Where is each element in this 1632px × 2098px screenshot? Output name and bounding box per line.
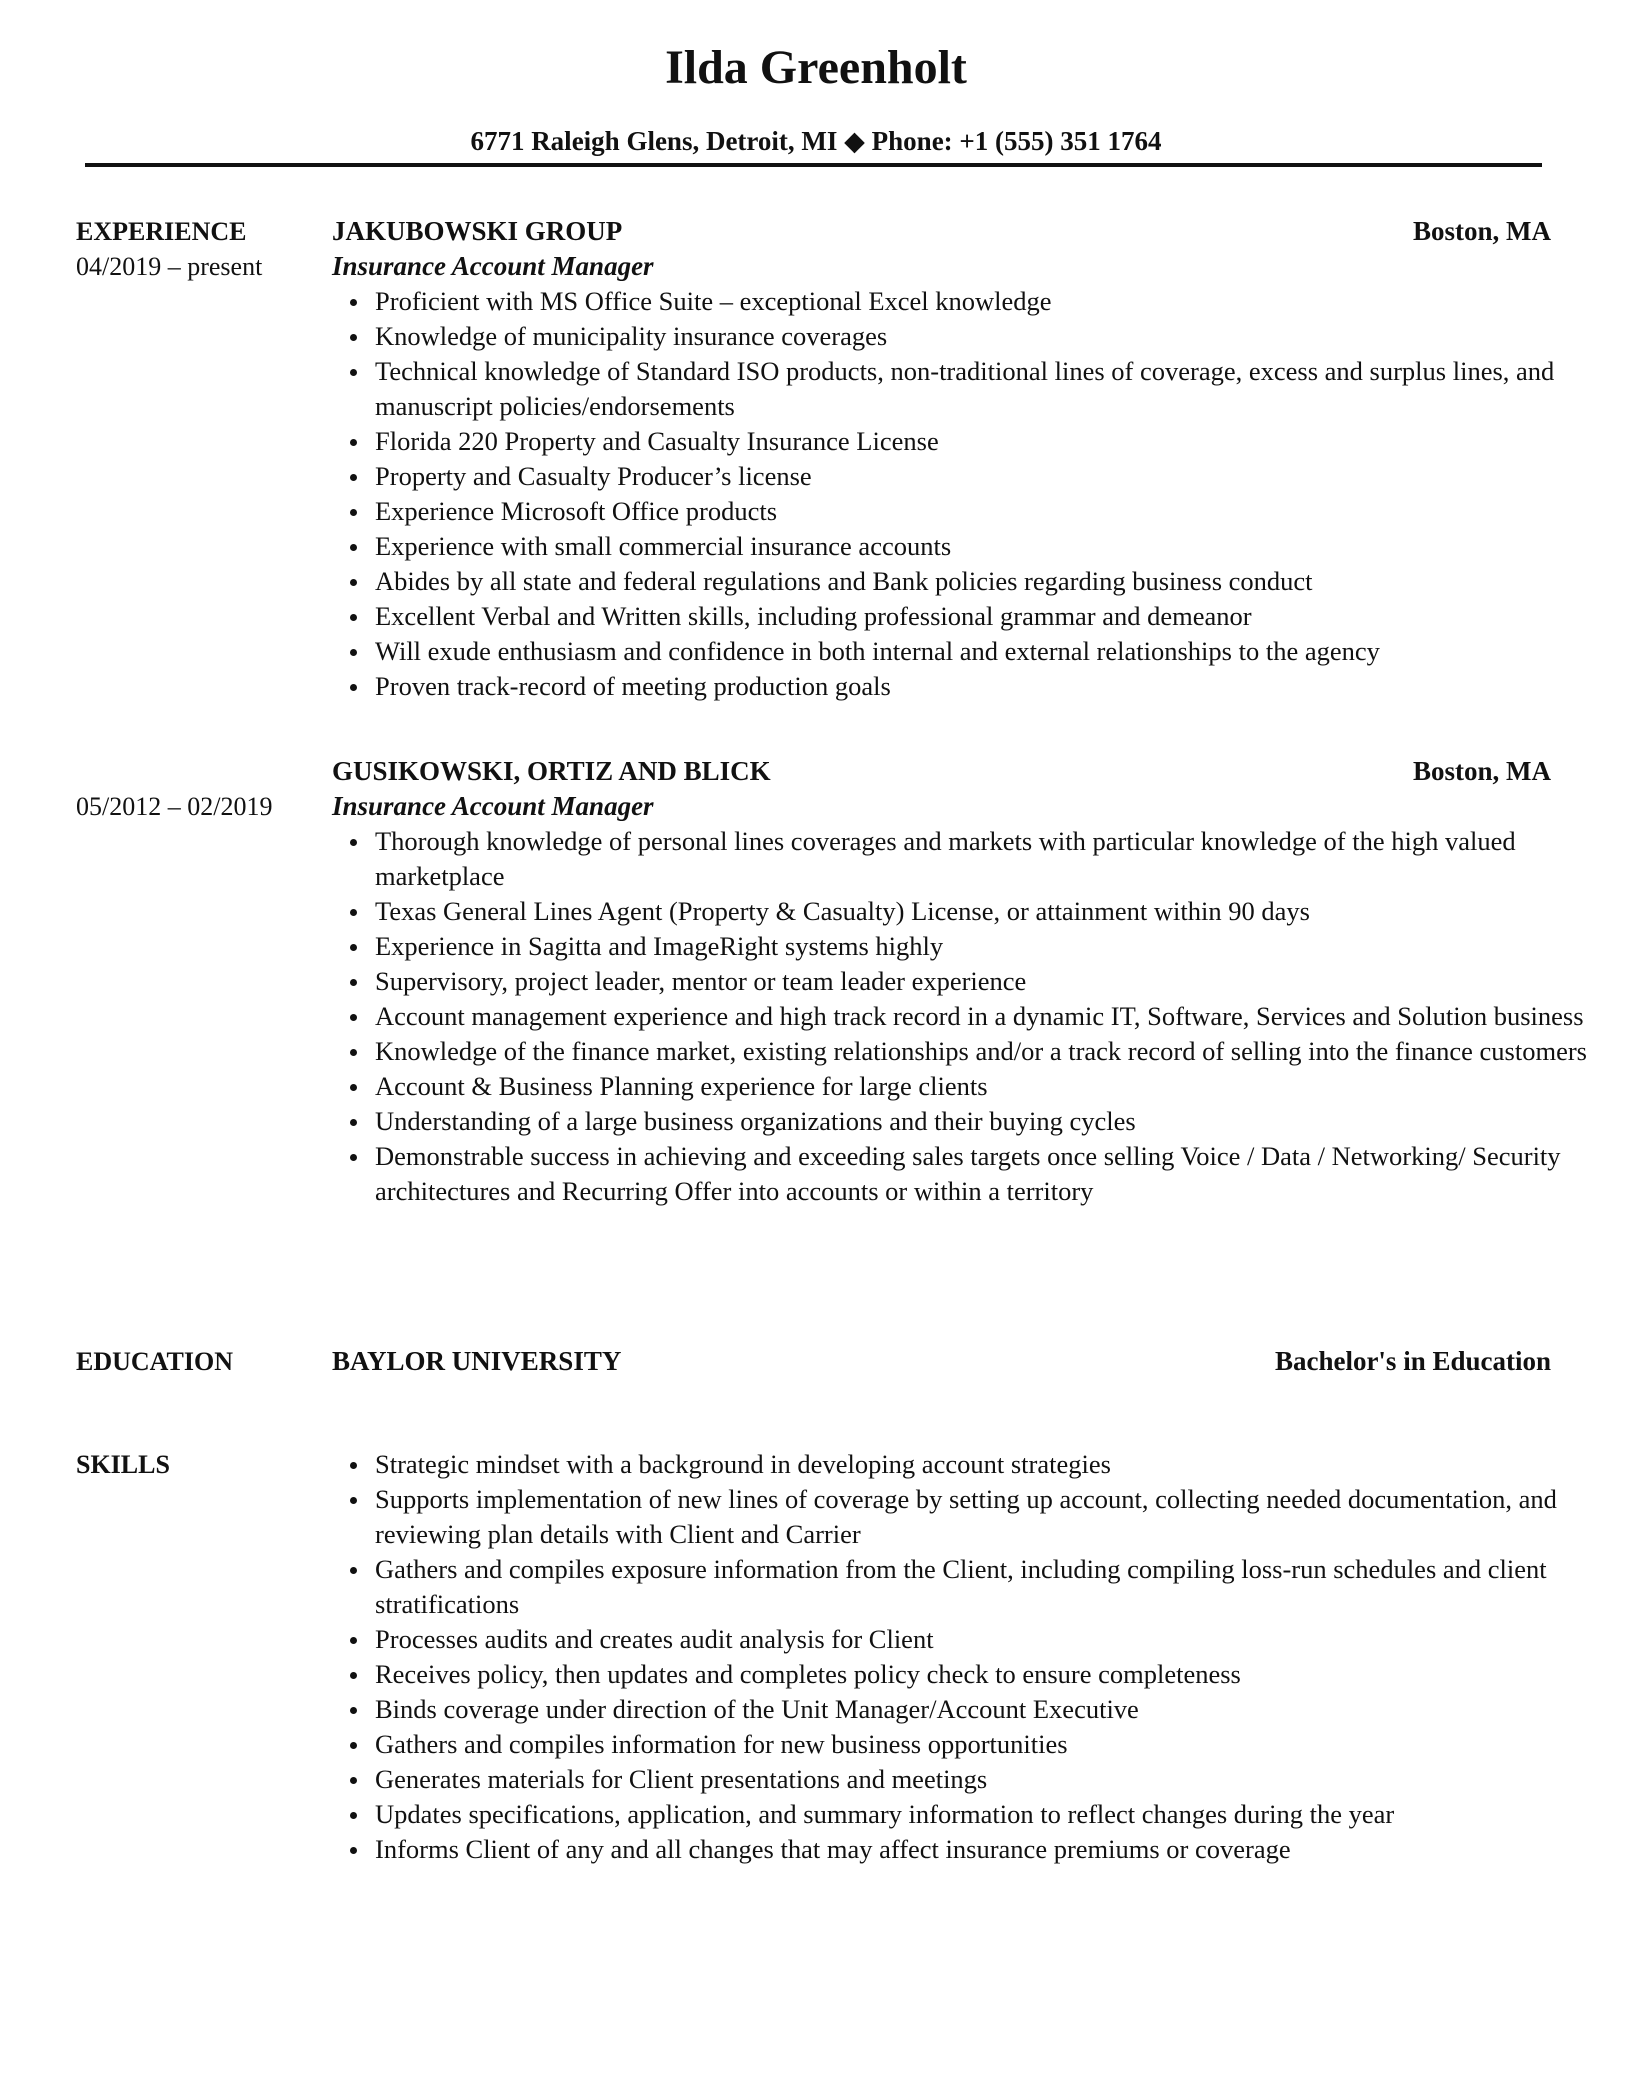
list-item: Proven track-record of meeting production goals [375,669,1595,704]
list-item: Understanding of a large business organizations and their buying cycles [375,1104,1595,1139]
list-item: Proficient with MS Office Suite – exceptional Excel knowledge [375,284,1595,319]
job-location: Boston, MA [1412,756,1551,786]
job-location: Boston, MA [1412,216,1551,246]
job-bullets [332,824,1595,1209]
list-item: Account management experience and high track record in a dynamic IT, Software, Services and Solution business [375,999,1595,1034]
list-item: Knowledge of the finance market, existing relationships and/or a track record of selling into the finance customers [375,1034,1595,1069]
list-item: Supervisory, project leader, mentor or team leader experience [375,964,1595,999]
list-item: Experience Microsoft Office products [375,494,1595,529]
list-item: Experience in Sagitta and ImageRight systems highly [375,929,1595,964]
contact-info: 6771 Raleigh Glens, Detroit, MI ◆ Phone: +1 (555) 351 1764 [470,126,1162,156]
section-label-experience: EXPERIENCE [76,217,247,246]
list-item: Account & Business Planning experience for large clients [375,1069,1595,1104]
company-name: JAKUBOWSKI GROUP [332,216,623,246]
candidate-name: Ilda Greenholt [665,41,967,94]
list-item: Processes audits and creates audit analysis for Client [375,1622,1595,1657]
job-title: Insurance Account Manager [332,251,654,281]
list-item: Gathers and compiles information for new business opportunities [375,1727,1595,1762]
list-item: Will exude enthusiasm and confidence in both internal and external relationships to the agency [375,634,1595,669]
school-name: BAYLOR UNIVERSITY [332,1346,622,1376]
skills-list [332,1447,1595,1867]
list-item: Florida 220 Property and Casualty Insurance License [375,424,1595,459]
list-item: Generates materials for Client presentations and meetings [375,1762,1595,1797]
list-item: Demonstrable success in achieving and exceeding sales targets once selling Voice / Data / Networking/ Security architectures and Recurring Offer into accounts or within a territory [375,1139,1595,1209]
list-item: Texas General Lines Agent (Property & Casualty) License, or attainment within 90 days [375,894,1595,929]
list-item: Property and Casualty Producer’s license [375,459,1595,494]
list-item: Strategic mindset with a background in developing account strategies [375,1447,1595,1482]
list-item: Abides by all state and federal regulations and Bank policies regarding business conduct [375,564,1595,599]
company-name: GUSIKOWSKI, ORTIZ AND BLICK [332,756,771,786]
list-item: Updates specifications, application, and summary information to reflect changes during the year [375,1797,1595,1832]
job-dates: 04/2019 – present [76,252,263,281]
section-label-education: EDUCATION [76,1347,233,1376]
list-item: Thorough knowledge of personal lines coverages and markets with particular knowledge of the high valued marketplace [375,824,1595,894]
list-item: Supports implementation of new lines of coverage by setting up account, collecting needed documentation, and reviewing plan details with Client and Carrier [375,1482,1595,1552]
job-bullets [332,284,1595,704]
list-item: Receives policy, then updates and completes policy check to ensure completeness [375,1657,1595,1692]
list-item: Informs Client of any and all changes that may affect insurance premiums or coverage [375,1832,1595,1867]
list-item: Gathers and compiles exposure information from the Client, including compiling loss-run schedules and client stratifications [375,1552,1595,1622]
degree: Bachelor's in Education [1274,1346,1551,1376]
list-item: Excellent Verbal and Written skills, including professional grammar and demeanor [375,599,1595,634]
list-item: Experience with small commercial insurance accounts [375,529,1595,564]
list-item: Technical knowledge of Standard ISO products, non-traditional lines of coverage, excess and surplus lines, and manuscript policies/endorsements [375,354,1595,424]
list-item: Knowledge of municipality insurance coverages [375,319,1595,354]
section-label-skills: SKILLS [76,1450,170,1479]
header-divider [85,163,1542,167]
list-item: Binds coverage under direction of the Unit Manager/Account Executive [375,1692,1595,1727]
job-dates: 05/2012 – 02/2019 [76,792,273,821]
job-title: Insurance Account Manager [332,791,654,821]
